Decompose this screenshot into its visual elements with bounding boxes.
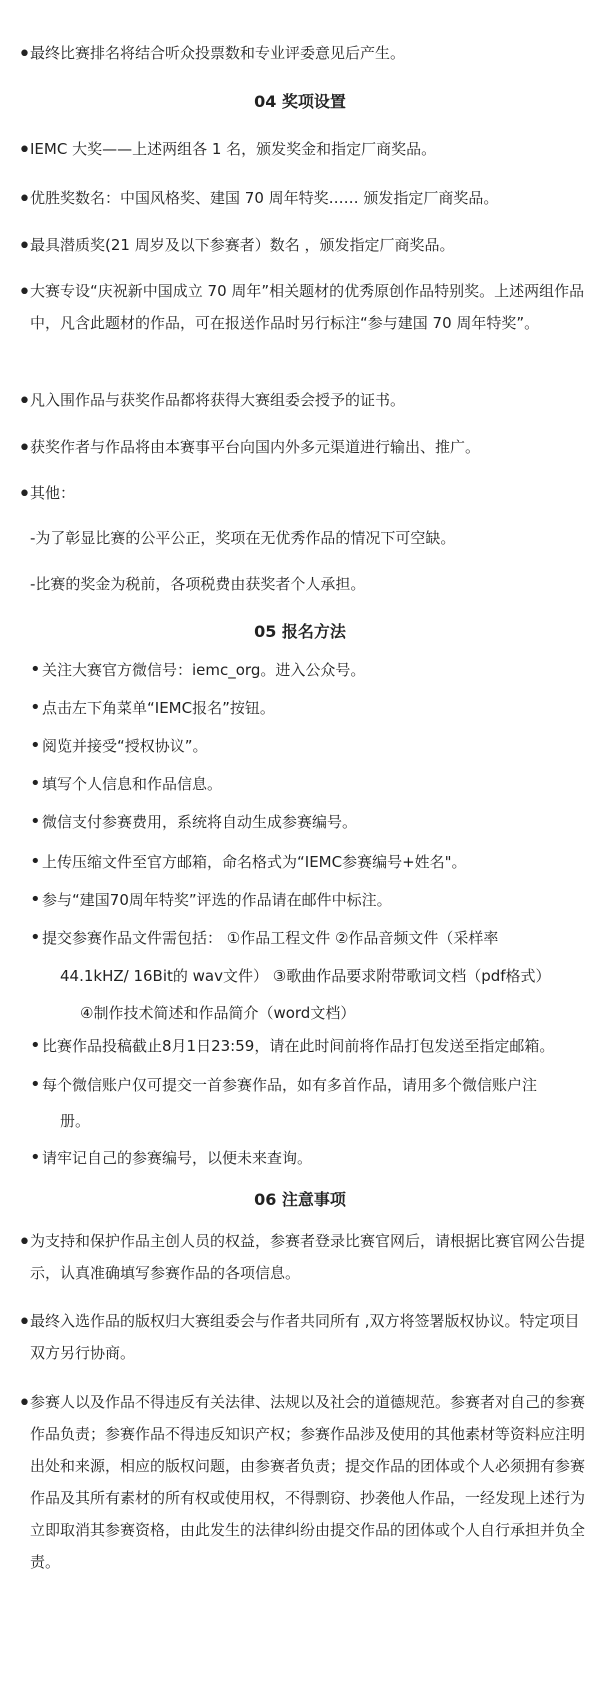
award-item: 获奖作者与作品将由本赛事平台向国内外多元渠道进行输出、推广。 — [30, 438, 481, 456]
award-note: -比赛的奖金为税前，各项税费由获奖者个人承担。 — [30, 575, 366, 593]
notes-item: 为支持和保护作品主创人员的权益，参赛者登录比赛官网后，请根据比赛官网公告提示，认真准确填写参赛作品的各项信息。 — [30, 1232, 586, 1282]
ranking-note: 最终比赛排名将结合听众投票数和专业评委意见后产生。 — [30, 44, 406, 62]
bullet-icon: • — [18, 1310, 31, 1335]
section-heading-awards: 04 奖项设置 — [254, 92, 346, 111]
signup-item-files: 提交参赛作品文件需包括： ①作品工程文件 ②作品音频文件（采样率 — [42, 929, 499, 947]
award-note: -为了彰显比赛的公平公正，奖项在无优秀作品的情况下可空缺。 — [30, 529, 456, 547]
award-item: 最具潜质奖(21 周岁及以下参赛者）数名 ，颁发指定厂商奖品。 — [30, 236, 455, 254]
award-item: 凡入围作品与获奖作品都将获得大赛组委会授予的证书。 — [30, 391, 406, 409]
signup-item: 每个微信账户仅可提交一首参赛作品，如有多首作品，请用多个微信账户注 — [42, 1076, 538, 1094]
section-heading-signup: 05 报名方法 — [254, 622, 346, 641]
bullet-icon: • — [18, 234, 31, 259]
award-item-other: 其他： — [30, 484, 76, 502]
bullet-icon: • — [30, 889, 41, 910]
bullet-icon: • — [30, 735, 41, 756]
bullet-icon: • — [18, 1230, 31, 1255]
bullet-icon: • — [18, 436, 31, 461]
bullet-icon: • — [30, 811, 41, 832]
award-item: 优胜奖数名：中国风格奖、建国 70 周年特奖…… 颁发指定厂商奖品。 — [30, 189, 499, 207]
bullet-icon: • — [30, 659, 41, 680]
signup-item: 参与“建国70周年特奖”评选的作品请在邮件中标注。 — [42, 891, 392, 909]
bullet-icon: • — [30, 1035, 41, 1056]
bullet-icon: • — [18, 280, 31, 305]
signup-item: 请牢记自己的参赛编号，以便未来查询。 — [42, 1149, 313, 1167]
bullet-icon: • — [30, 773, 41, 794]
signup-item-files-cont: 44.1kHZ/ 16Bit的 wav文件） ③歌曲作品要求附带歌词文档（pdf格式） — [60, 967, 551, 985]
bullet-icon: • — [18, 42, 31, 67]
signup-item: 点击左下角菜单“IEMC报名”按钮。 — [42, 699, 275, 717]
bullet-icon: • — [18, 138, 31, 163]
signup-item-files-cont: ④制作技术简述和作品简介（word文档） — [80, 1004, 356, 1022]
signup-item: 填写个人信息和作品信息。 — [42, 775, 223, 793]
notes-item: 参赛人以及作品不得违反有关法律、法规以及社会的道德规范。参赛者对自己的参赛作品负责；参赛作品不得违反知识产权；参赛作品涉及使用的其他素材等资料应注明出处和来源，相应的版权问题，由参赛者负责；提交作品的团体或个人必须拥有参赛作品及其所有素材的所有权或使用权，不得剽窃、抄袭他人作品，一经发现上述行为立即取消其参赛资格，由此发生的法律纠纷由提交作品的团体或个人自行承担并负全责。 — [30, 1393, 586, 1571]
bullet-icon: • — [18, 187, 31, 212]
award-item-special: 大赛专设“庆祝新中国成立 70 周年”相关题材的优秀原创作品特别奖。上述两组作品中，凡含此题材的作品，可在报送作品时另行标注“参与建国 70 周年特奖”。 — [30, 282, 585, 332]
signup-item: 关注大赛官方微信号：iemc_org。进入公众号。 — [42, 661, 366, 679]
bullet-icon: • — [18, 1391, 31, 1416]
bullet-icon: • — [30, 927, 41, 948]
signup-item: 阅览并接受“授权协议”。 — [42, 737, 208, 755]
section-heading-notes: 06 注意事项 — [254, 1190, 346, 1209]
award-item: IEMC 大奖——上述两组各 1 名，颁发奖金和指定厂商奖品。 — [30, 140, 437, 158]
bullet-icon: • — [18, 482, 31, 507]
bullet-icon: • — [30, 1147, 41, 1168]
signup-item: 比赛作品投稿截止8月1日23:59，请在此时间前将作品打包发送至指定邮箱。 — [42, 1037, 555, 1055]
bullet-icon: • — [30, 1074, 41, 1095]
bullet-icon: • — [30, 851, 41, 872]
signup-item: 上传压缩文件至官方邮箱，命名格式为“IEMC参赛编号+姓名"。 — [42, 853, 467, 871]
bullet-icon: • — [30, 697, 41, 718]
signup-item: 微信支付参赛费用，系统将自动生成参赛编号。 — [42, 813, 358, 831]
notes-item: 最终入选作品的版权归大赛组委会与作者共同所有 ,双方将签署版权协议。特定项目双方另行协商。 — [30, 1312, 580, 1362]
bullet-icon: • — [18, 389, 31, 414]
signup-item-cont: 册。 — [60, 1112, 91, 1130]
